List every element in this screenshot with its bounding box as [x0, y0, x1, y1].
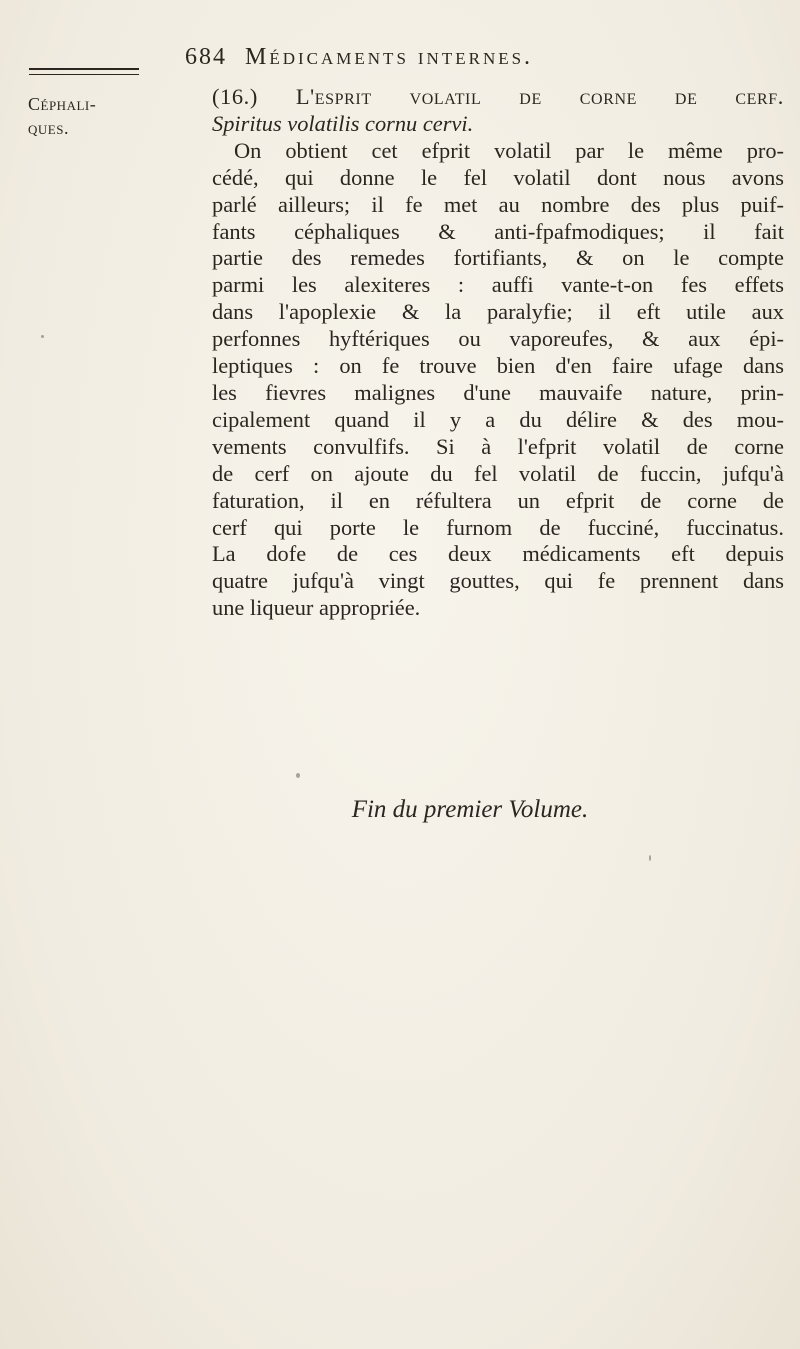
- main-text: [212, 84, 784, 622]
- closing-line: Fin du premier Volume.: [351, 796, 589, 823]
- margin-note: [28, 92, 178, 140]
- text-line: quatre jufqu'à vingt gouttes, qui fe prennent dans: [212, 568, 784, 594]
- margin-note-line: Céphali-: [28, 94, 97, 114]
- text-line: les fievres malignes d'une mauvaife nature, prin-: [212, 379, 784, 405]
- text-line: dans l'apoplexie & la paralyfie; il eft utile aux: [212, 299, 784, 325]
- text-line: cipalement quand il y a du délire & des mou-: [212, 406, 784, 432]
- text-line: parmi les alexiteres : auffi vante-t-on fes effets: [212, 272, 784, 298]
- text-line: de cerf on ajoute du fel volatil de fuccin, jufqu'à: [212, 460, 784, 486]
- text-line: On obtient cet efprit volatil par le même pro-: [234, 137, 784, 163]
- margin-rule: [29, 68, 139, 75]
- text-line: partie des remedes fortifiants, & on le compte: [212, 245, 784, 271]
- text-line: faturation, il en réfultera un efprit de corne de: [212, 487, 784, 513]
- running-head: [185, 44, 785, 71]
- ink-speck: [649, 855, 651, 861]
- text-line: parlé ailleurs; il fe met au nombre des plus puif-: [212, 191, 784, 217]
- page-number: 684: [185, 44, 227, 70]
- text-line: vements convulfifs. Si à l'efprit volatil de corne: [212, 433, 784, 459]
- text-line: une liqueur appropriée.: [212, 595, 421, 621]
- text-line: leptiques : on fe trouve bien d'en faire ufage dans: [212, 353, 784, 379]
- running-head-title: Médicaments internes.: [245, 44, 534, 70]
- text-line: La dofe de ces deux médicaments eft depuis: [212, 541, 784, 567]
- latin-name: Spiritus volatilis cornu cervi.: [212, 110, 474, 136]
- ink-speck: [296, 773, 300, 778]
- ink-speck: [41, 335, 44, 338]
- text-line: perfonnes hyftériques ou vaporeufes, & aux épi-: [212, 326, 784, 352]
- section-heading: (16.) L'esprit volatil de corne de cerf.: [212, 84, 784, 109]
- text-line: fants céphaliques & anti-fpafmodiques; il fait: [212, 218, 784, 244]
- text-line: cédé, qui donne le fel volatil dont nous avons: [212, 164, 784, 190]
- margin-note-line: ques.: [28, 118, 69, 138]
- text-line: cerf qui porte le furnom de fucciné, fuccinatus.: [212, 514, 784, 540]
